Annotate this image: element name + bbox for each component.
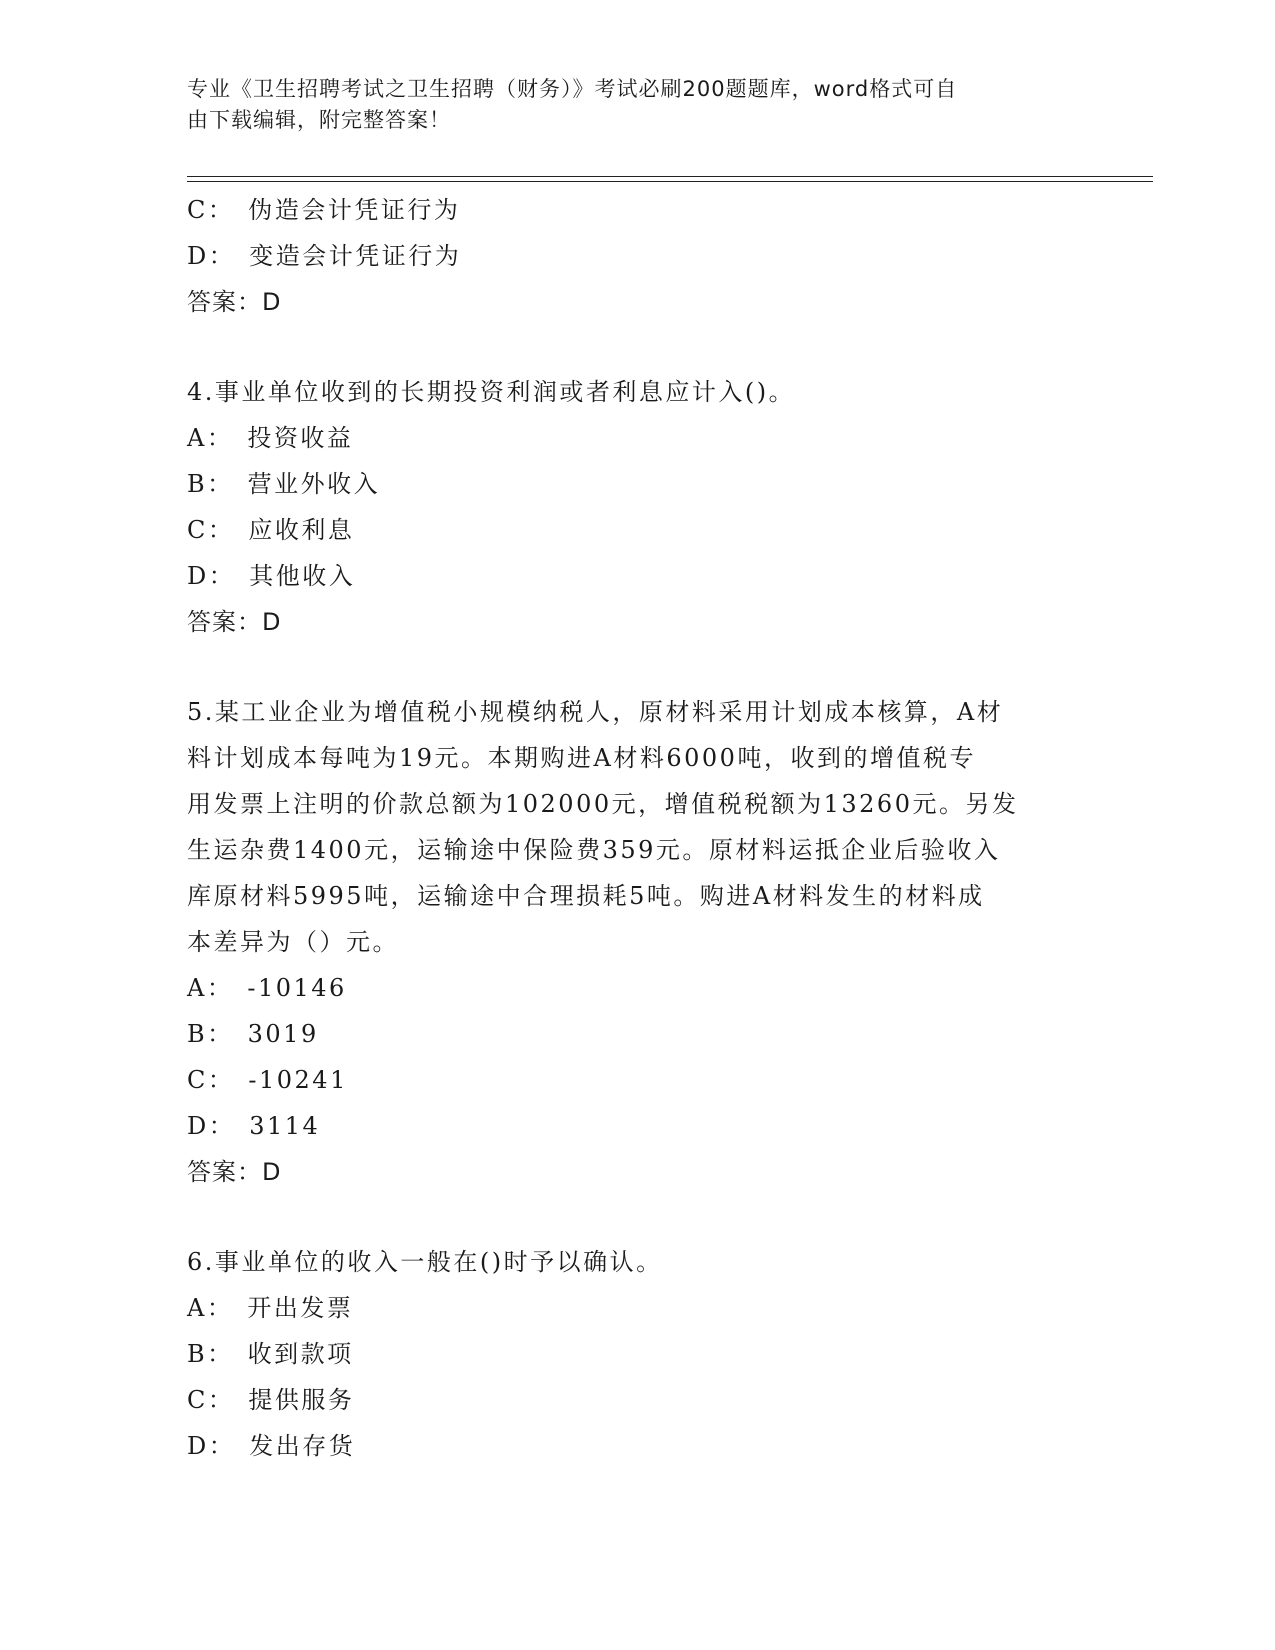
option-d (187, 1423, 1087, 1469)
option-text: 其他收入 (249, 562, 356, 590)
answer-value: D (262, 608, 282, 636)
question-content (187, 187, 1087, 1469)
answer-line (187, 279, 1087, 325)
option-b (187, 1331, 1087, 1377)
option-c (187, 507, 1087, 553)
option-text: 变造会计凭证行为 (249, 242, 462, 270)
answer-value: D (262, 288, 282, 316)
header-line-1: 专业《卫生招聘考试之卫生招聘（财务）》考试必刷200题题库，word格式可自 (187, 77, 958, 101)
option-key: B： (187, 1340, 234, 1368)
option-text: 3019 (247, 1020, 319, 1048)
question-6 (187, 1239, 1087, 1469)
answer-line (187, 1149, 1087, 1195)
option-b (187, 1011, 1087, 1057)
option-key: A： (187, 1294, 234, 1322)
option-key: B： (187, 470, 234, 498)
option-text: 投资收益 (247, 424, 354, 452)
option-text: 提供服务 (248, 1386, 355, 1414)
option-text: 发出存货 (249, 1432, 356, 1460)
option-b (187, 461, 1087, 507)
header-divider-bottom (187, 181, 1153, 182)
option-c (187, 1057, 1087, 1103)
option-text: 应收利息 (248, 516, 355, 544)
question-stem (187, 689, 1077, 965)
option-key: B： (187, 1020, 234, 1048)
question-stem: 6.事业单位的收入一般在()时予以确认。 (187, 1248, 663, 1276)
option-c (187, 1377, 1087, 1423)
option-a (187, 1285, 1087, 1331)
stem-line: 5.某工业企业为增值税小规模纳税人，原材料采用计划成本核算，A材 (187, 698, 1004, 726)
option-key: D： (187, 1432, 236, 1460)
option-key: C： (187, 1066, 235, 1094)
question-stem: 4.事业单位收到的长期投资利润或者利息应计入()。 (187, 378, 796, 406)
option-key: D： (187, 562, 236, 590)
option-text: 收到款项 (247, 1340, 354, 1368)
option-key: C： (187, 196, 235, 224)
answer-label: 答案： (187, 1158, 262, 1186)
stem-line: 用发票上注明的价款总额为102000元，增值税税额为13260元。另发 (187, 790, 1019, 818)
question-4 (187, 369, 1087, 645)
option-a (187, 415, 1087, 461)
option-d (187, 233, 1087, 279)
option-key: D： (187, 242, 236, 270)
option-a (187, 965, 1087, 1011)
answer-label: 答案： (187, 608, 262, 636)
option-key: C： (187, 516, 235, 544)
option-text: 营业外收入 (247, 470, 381, 498)
header-divider-top (187, 176, 1153, 177)
question-5 (187, 689, 1087, 1195)
question-3 (187, 187, 1087, 325)
document-header (187, 74, 1067, 136)
option-key: A： (187, 974, 234, 1002)
header-line-2: 由下载编辑，附完整答案！ (187, 108, 451, 132)
option-key: A： (187, 424, 234, 452)
option-d (187, 1103, 1087, 1149)
option-text: -10146 (247, 974, 347, 1002)
answer-label: 答案： (187, 288, 262, 316)
stem-line: 本差异为（）元。 (187, 928, 399, 956)
option-d (187, 553, 1087, 599)
option-key: D： (187, 1112, 236, 1140)
option-c (187, 187, 1087, 233)
stem-line: 料计划成本每吨为19元。本期购进A材料6000吨，收到的增值税专 (187, 744, 976, 772)
option-key: C： (187, 1386, 235, 1414)
stem-line: 生运杂费1400元，运输途中保险费359元。原材料运抵企业后验收入 (187, 836, 1001, 864)
answer-value: D (262, 1158, 282, 1186)
option-text: 伪造会计凭证行为 (248, 196, 461, 224)
answer-line (187, 599, 1087, 645)
stem-line: 库原材料5995吨，运输途中合理损耗5吨。购进A材料发生的材料成 (187, 882, 985, 910)
option-text: -10241 (248, 1066, 348, 1094)
option-text: 3114 (249, 1112, 321, 1140)
option-text: 开出发票 (247, 1294, 354, 1322)
